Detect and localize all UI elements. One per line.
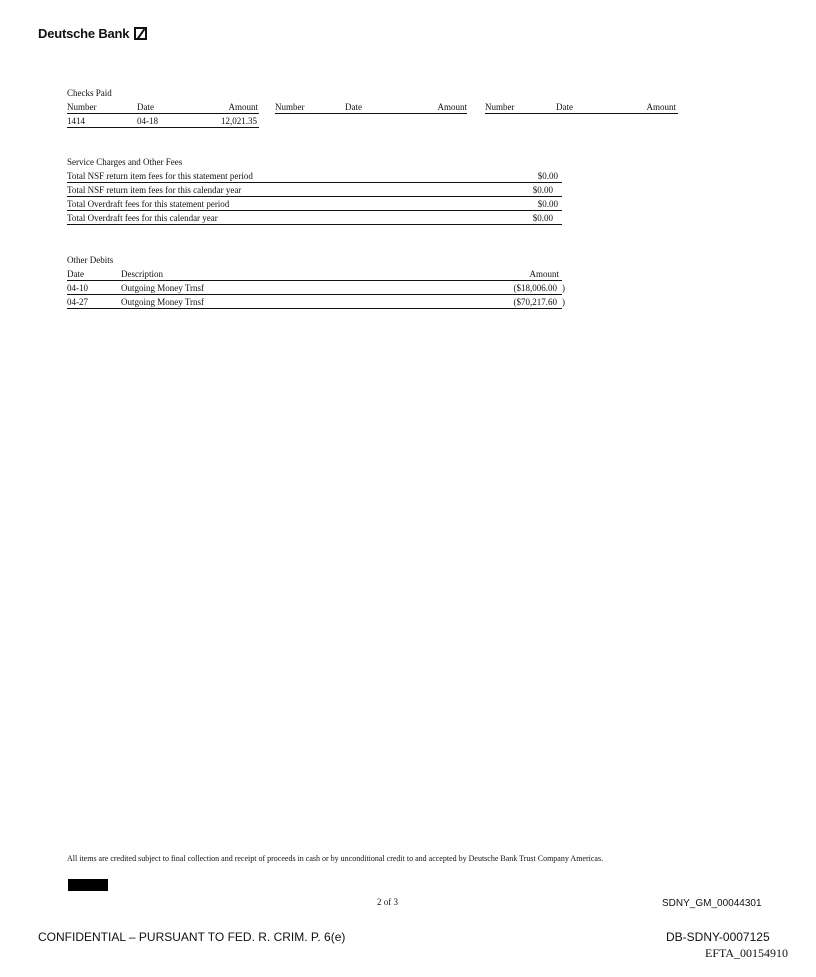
bank-name: Deutsche Bank [38, 26, 130, 41]
checks-col-number-3: Number [485, 102, 515, 112]
checks-header-rule-1 [67, 113, 259, 114]
fee-row-amount: $0.00 [537, 171, 558, 181]
fee-row-label: Total NSF return item fees for this statement period [67, 171, 253, 181]
fee-row-rule [67, 224, 562, 225]
checks-col-date-3: Date [556, 102, 573, 112]
fee-row-label: Total Overdraft fees for this statement period [67, 199, 230, 209]
checks-col-amount-2: Amount [437, 102, 467, 112]
debit-description: Outgoing Money Trnsf [121, 297, 205, 307]
debit-row-rule [67, 308, 562, 309]
checks-col-amount-3: Amount [646, 102, 676, 112]
debit-row-rule [67, 294, 562, 295]
checks-col-date-2: Date [345, 102, 362, 112]
debit-amount-close: ) [562, 297, 565, 307]
service-charges-title: Service Charges and Other Fees [67, 157, 183, 167]
debits-header-rule [67, 280, 562, 281]
fee-row-label: Total Overdraft fees for this calendar year [67, 213, 218, 223]
debit-amount: ($18,006.00 [513, 283, 557, 293]
checks-header-rule-2 [275, 113, 467, 114]
check-date: 04-18 [137, 116, 158, 126]
fee-row-amount: $0.00 [532, 213, 553, 223]
checks-col-number-1: Number [67, 102, 97, 112]
checks-row-rule [67, 127, 259, 128]
checks-col-date-1: Date [137, 102, 154, 112]
check-number: 1414 [67, 116, 85, 126]
efta-number: EFTA_00154910 [705, 946, 789, 960]
confidential-notice: CONFIDENTIAL – PURSUANT TO FED. R. CRIM. P. 6(e) [38, 930, 346, 944]
fee-row-rule [67, 182, 562, 183]
bank-logo [38, 26, 147, 41]
fee-row-amount: $0.00 [537, 199, 558, 209]
debit-date: 04-10 [67, 283, 88, 293]
debits-col-date: Date [67, 269, 84, 279]
other-debits-title: Other Debits [67, 255, 114, 265]
debit-amount: ($70,217.60 [513, 297, 557, 307]
page-number: 2 of 3 [377, 897, 398, 907]
debits-col-description: Description [121, 269, 163, 279]
checks-paid-title: Checks Paid [67, 88, 112, 98]
bank-slash-logo-icon [134, 27, 147, 40]
fee-row-amount: $0.00 [532, 185, 553, 195]
bates-number-top: SDNY_GM_00044301 [662, 898, 762, 909]
checks-header-rule-3 [485, 113, 678, 114]
debit-description: Outgoing Money Trnsf [121, 283, 205, 293]
checks-col-number-2: Number [275, 102, 305, 112]
fee-row-rule [67, 196, 562, 197]
bates-number-db: DB-SDNY-0007125 [666, 930, 770, 944]
check-amount: 12,021.35 [221, 116, 257, 126]
debits-col-amount: Amount [529, 269, 559, 279]
fee-row-rule [67, 210, 562, 211]
credit-disclaimer: All items are credited subject to final collection and receipt of proceeds in cash or by unconditional credit to and accepted by Deutsche Bank Trust Company Americas. [67, 854, 604, 863]
checks-col-amount-1: Amount [228, 102, 258, 112]
fee-row-label: Total NSF return item fees for this calendar year [67, 185, 242, 195]
debit-date: 04-27 [67, 297, 88, 307]
debit-amount-close: ) [562, 283, 565, 293]
redaction-block [68, 879, 108, 891]
